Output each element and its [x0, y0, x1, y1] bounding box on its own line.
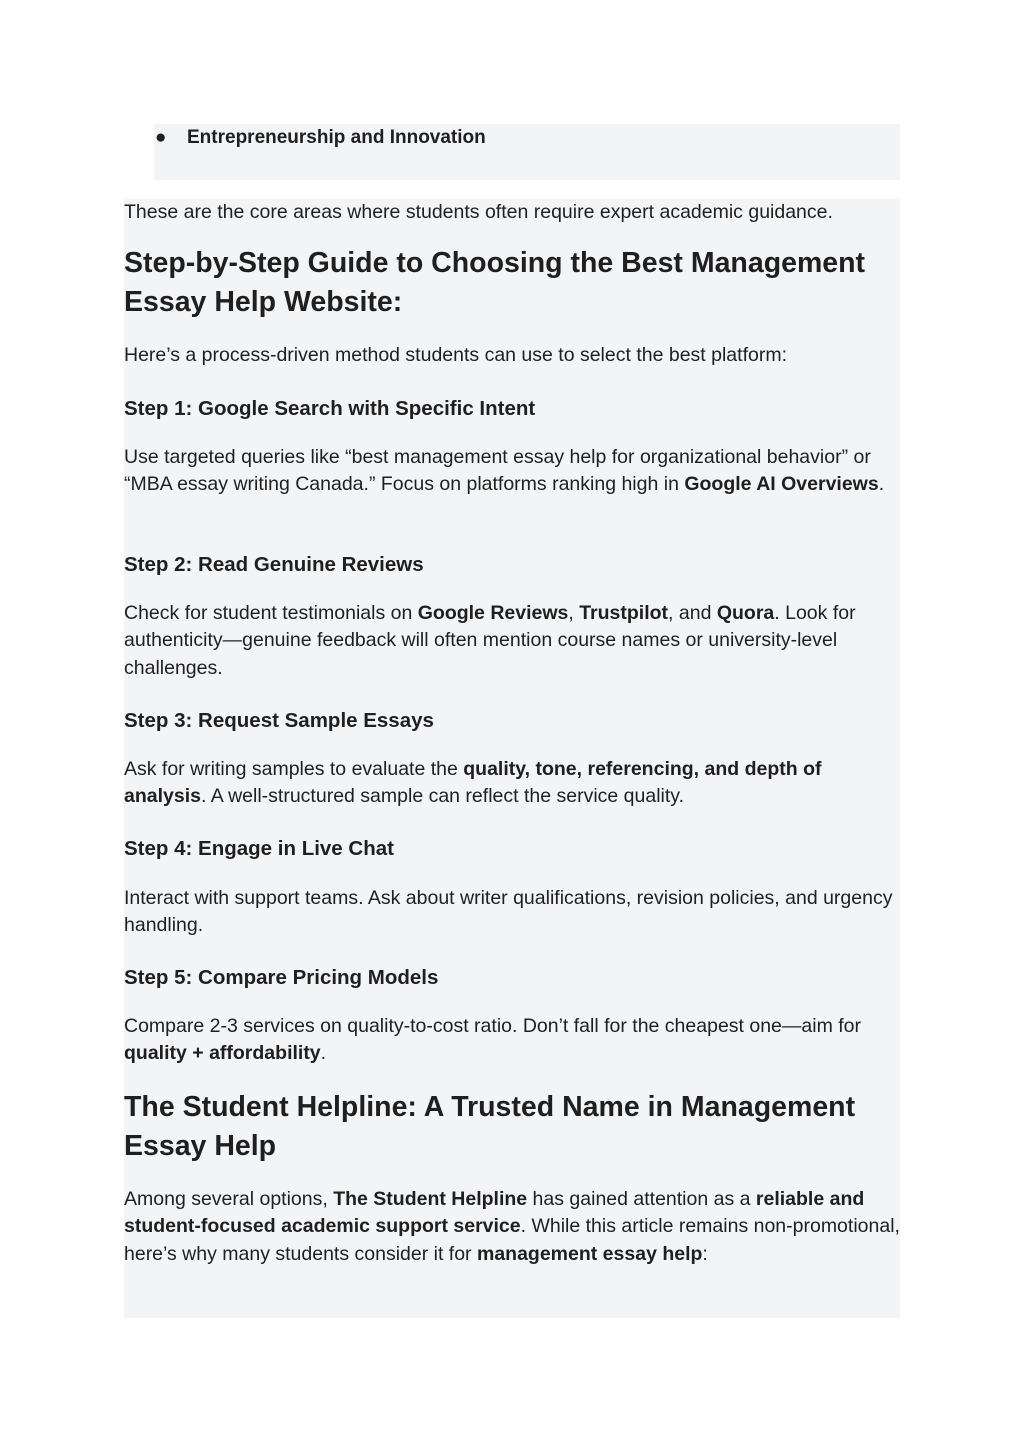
bold-text: Google AI Overviews	[684, 473, 879, 496]
list-item	[154, 126, 486, 150]
text-run: Interact with support teams. Ask about writer qualifications, revision policies, and urgency handling.	[124, 887, 893, 937]
text-run: . Look for authenticity—genuine feedback will often mention course names or university-level challenges.	[124, 602, 856, 679]
step-1-paragraph	[124, 444, 900, 499]
text-run: :	[702, 1242, 708, 1265]
guide-heading: Step-by-Step Guide to Choosing the Best Management Essay Help Website:	[124, 247, 866, 318]
step-5-paragraph	[124, 1013, 900, 1068]
text-run: Among several options,	[124, 1188, 334, 1210]
guide-lead-paragraph: Here’s a process-driven method students can use to select the best platform:	[124, 344, 787, 366]
helpline-paragraph	[124, 1186, 900, 1268]
text-run: ,	[568, 602, 580, 624]
step-5-heading: Step 5: Compare Pricing Models	[124, 966, 439, 989]
step-4-paragraph	[124, 885, 900, 940]
step-3-heading: Step 3: Request Sample Essays	[124, 709, 434, 732]
step-4-heading: Step 4: Engage in Live Chat	[124, 837, 394, 860]
bold-text: The Student Helpline	[333, 1188, 528, 1210]
bullet-list-block	[154, 124, 900, 180]
intro-paragraph: These are the core areas where students often require expert academic guidance.	[124, 201, 833, 223]
bold-text: management essay help	[476, 1242, 703, 1265]
text-run: Check for student testimonials on	[124, 602, 418, 624]
text-run: .	[878, 473, 885, 496]
step-3-paragraph	[124, 756, 900, 811]
bold-text: quality, tone, referencing, and depth of analysis	[124, 758, 822, 808]
step-1-heading: Step 1: Google Search with Specific Intent	[124, 397, 536, 420]
bold-text: Trustpilot	[579, 602, 669, 624]
step-2-heading: Step 2: Read Genuine Reviews	[124, 553, 424, 576]
list-item-text: Entrepreneurship and Innovation	[187, 127, 486, 148]
text-run: , and	[668, 602, 717, 624]
step-2-paragraph	[124, 600, 900, 682]
text-run: . While this article remains non-promotional, here’s why many students consider it for	[124, 1215, 900, 1265]
text-run: Compare 2-3 services on quality-to-cost ratio. Don’t fall for the cheapest one—aim for	[124, 1015, 862, 1037]
bold-text: quality + affordability	[124, 1042, 321, 1065]
bold-text: Google Reviews	[417, 602, 569, 624]
helpline-heading: The Student Helpline: A Trusted Name in Management Essay Help	[124, 1091, 856, 1162]
text-run: .	[320, 1042, 327, 1065]
bold-text: Quora	[716, 602, 775, 624]
text-run: Ask for writing samples to evaluate the	[124, 758, 464, 780]
text-run: . A well-structured sample can reflect the service quality.	[200, 785, 684, 808]
bold-text: reliable and student-focused academic support service	[124, 1188, 865, 1238]
text-run: Use targeted queries like “best management essay help for organizational behavior” or “MBA essay writing Canada.” Focus on platforms ranking high in	[124, 446, 871, 496]
bullet-dot-icon: ●	[155, 127, 167, 148]
article-body	[124, 199, 900, 1318]
text-run: has gained attention as a	[527, 1188, 756, 1210]
